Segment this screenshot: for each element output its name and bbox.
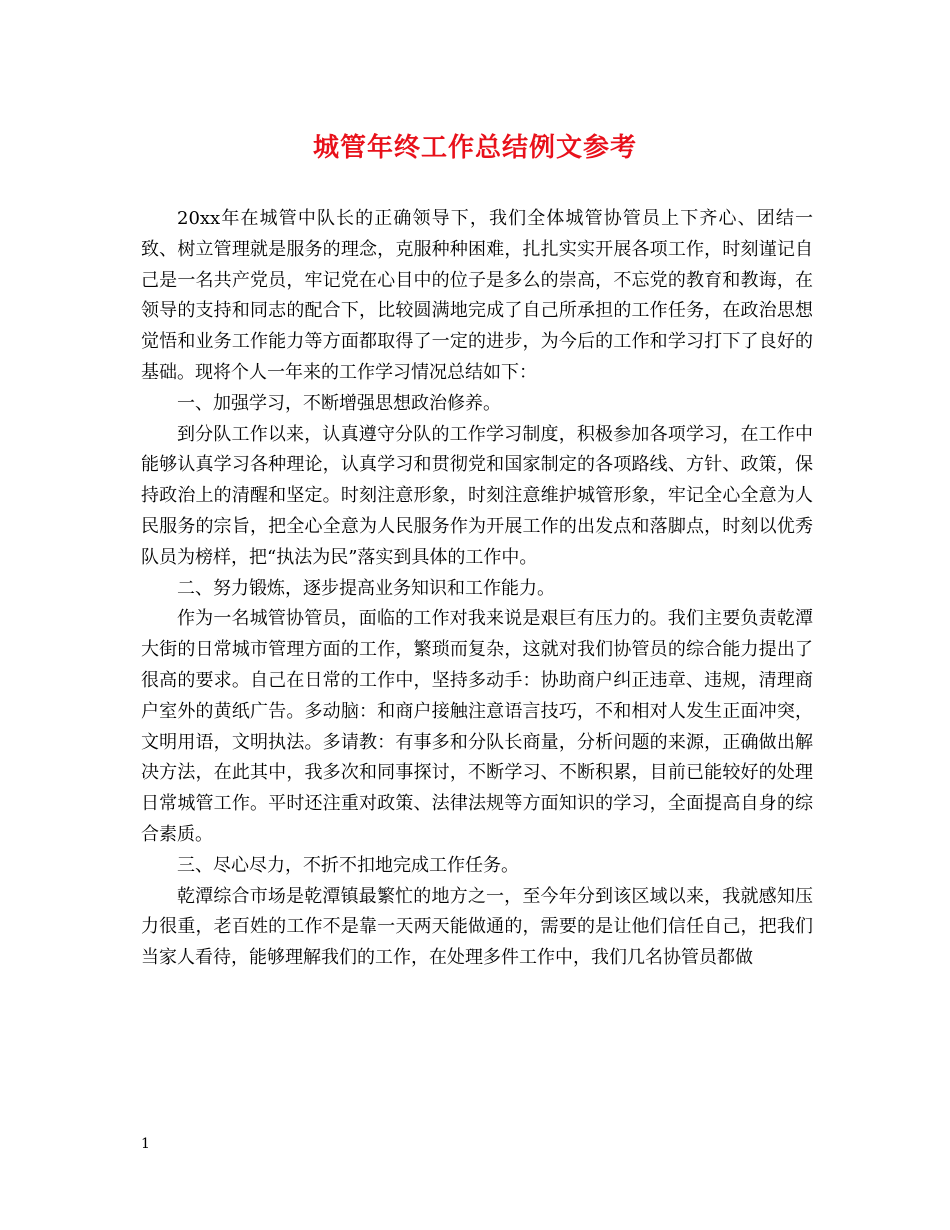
- section-1-paragraph: 到分队工作以来，认真遵守分队的工作学习制度，积极参加各项学习，在工作中能够认真学习各种理论，认真学习和贯彻党和国家制定的各项路线、方针、政策，保持政治上的清醒和坚定。时刻注意形象，时刻注意维护城管形象，牢记全心全意为人民服务的宗旨，把全心全意为人民服务作为开展工作的出发点和落脚点，时刻以优秀队员为榜样，把“执法为民”落实到具体的工作中。: [141, 423, 813, 568]
- section-heading-3: 三、尽心尽力，不折不扣地完成工作任务。: [177, 854, 519, 876]
- document-body: [141, 204, 813, 974]
- section-heading-1: 一、加强学习，不断增强思想政治修养。: [177, 392, 501, 414]
- document-title: 城管年终工作总结例文参考: [312, 133, 637, 163]
- section-heading-2: 二、努力锻炼，逐步提高业务知识和工作能力。: [177, 577, 555, 599]
- section-3-paragraph: 乾潭综合市场是乾潭镇最繁忙的地方之一，至今年分到该区域以来，我就感知压力很重，老百姓的工作不是靠一天两天能做通的，需要的是让他们信任自己，把我们当家人看待，能够理解我们的工作，在处理多件工作中，我们几名协管员都做: [141, 885, 813, 969]
- intro-paragraph: 20xx年在城管中队长的正确领导下，我们全体城管协管员上下齐心、团结一致、树立管理就是服务的理念，克服种种困难，扎扎实实开展各项工作，时刻谨记自己是一名共产党员，牢记党在心目中的位子是多么的崇高，不忘党的教育和教诲，在领导的支持和同志的配合下，比较圆满地完成了自己所承担的工作任务，在政治思想觉悟和业务工作能力等方面都取得了一定的进步，为今后的工作和学习打下了良好的基础。现将个人一年来的工作学习情况总结如下：: [141, 208, 813, 383]
- section-2-paragraph: 作为一名城管协管员，面临的工作对我来说是艰巨有压力的。我们主要负责乾潭大街的日常城市管理方面的工作，繁琐而复杂，这就对我们协管员的综合能力提出了很高的要求。自己在日常的工作中，坚持多动手：协助商户纠正违章、违规，清理商户室外的黄纸广告。多动脑：和商户接触注意语言技巧，不和相对人发生正面冲突，文明用语，文明执法。多请教：有事多和分队长商量，分析问题的来源，正确做出解决方法，在此其中，我多次和同事探讨，不断学习、不断积累，目前已能较好的处理日常城管工作。平时还注重对政策、法律法规等方面知识的学习，全面提高自身的综合素质。: [141, 608, 813, 845]
- page-number: 1: [141, 1136, 150, 1152]
